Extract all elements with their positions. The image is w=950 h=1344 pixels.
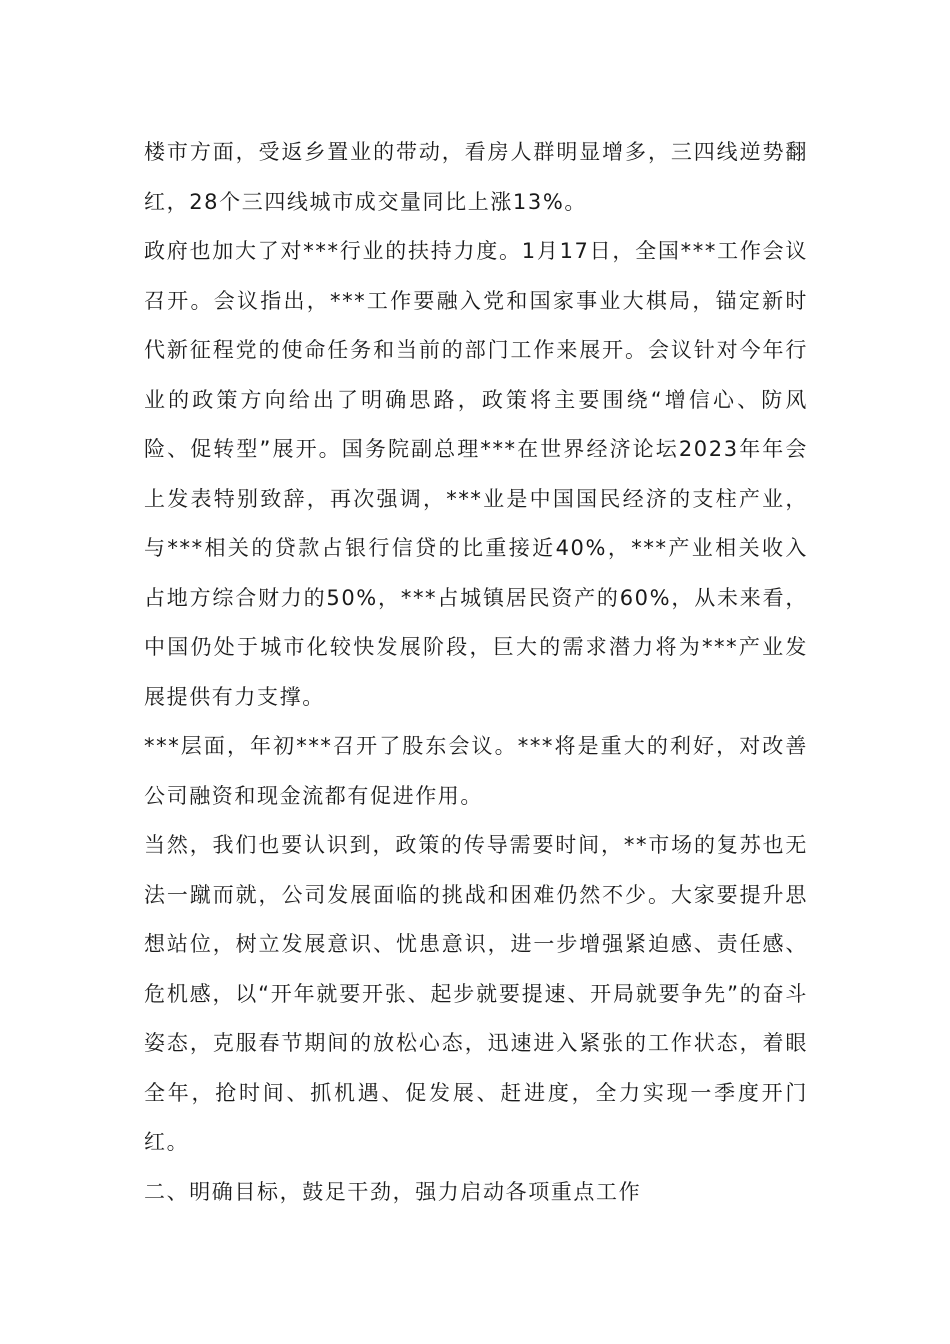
paragraph-challenges: 当然，我们也要认识到，政策的传导需要时间，**市场的复苏也无法一蹴而就，公司发展面临的挑战和困难仍然不少。大家要提升思想站位，树立发展意识、忧患意识，进一步增强紧迫感、责任感、危机感，以“开年就要开张、起步就要提速、开局就要争先”的奋斗姿态，克服春节期间的放松心态，迅速进入紧张的工作状态，着眼全年，抢时间、抓机遇、促发展、赶进度，全力实现一季度开门红。 (144, 833, 808, 1154)
section-heading: 二、明确目标，鼓足干劲，强力启动各项重点工作 (144, 1179, 642, 1204)
paragraph-property-market: 楼市方面，受返乡置业的带动，看房人群明显增多，三四线逆势翻红，28个三四线城市成交量同比上涨13%。 (144, 140, 808, 214)
document-body (144, 128, 808, 1217)
paragraph-shareholder-meeting: ***层面，年初***召开了股东会议。***将是重大的利好，对改善公司融资和现金流都有促进作用。 (144, 734, 808, 808)
paragraph-government-support: 政府也加大了对***行业的扶持力度。1月17日，全国***工作会议召开。会议指出，***工作要融入党和国家事业大棋局，锚定新时代新征程党的使命任务和当前的部门工作来展开。会议针对今年行业的政策方向给出了明确思路，政策将主要围绕“增信心、防风险、促转型”展开。国务院副总理***在世界经济论坛2023年年会上发表特别致辞，再次强调，***业是中国国民经济的支柱产业，与***相关的贷款占银行信贷的比重接近40%，***产业相关收入占地方综合财力的50%，***占城镇居民资产的60%，从未来看，中国仍处于城市化较快发展阶段，巨大的需求潜力将为***产业发展提供有力支撑。 (144, 239, 808, 709)
